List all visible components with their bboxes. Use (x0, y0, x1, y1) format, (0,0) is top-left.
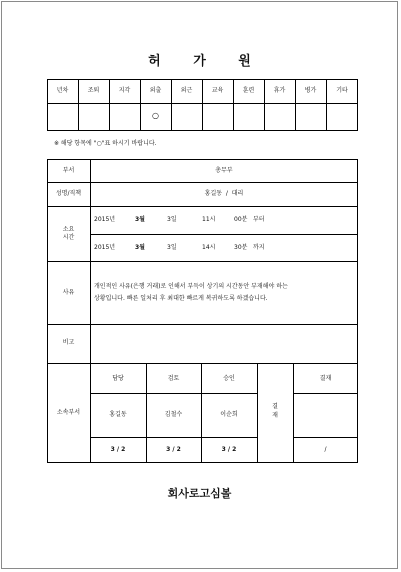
date-approval: 3 / 2 (221, 446, 237, 453)
company-logo-text: 회사로고심볼 (167, 487, 232, 500)
instruction-note: ※ 해당 항목에 "○"표 하시기 바랍니다. (54, 140, 157, 147)
reason-line-2: 상황입니다. 빠른 일처리 후 최대한 빠르게 복귀하도록 하겠습니다. (94, 295, 268, 302)
category-other: 기타 (336, 87, 348, 94)
category-sick-leave: 병가 (304, 87, 317, 94)
signer-in-charge: 홍길동 (109, 411, 127, 418)
signer-approval: 이순희 (220, 411, 238, 418)
start-year: 2015년 (94, 216, 116, 223)
end-minute: 30분 (234, 244, 248, 251)
category-early-leave: 조퇴 (87, 87, 100, 94)
page-title: 허 가 원 (148, 54, 265, 69)
end-day: 3일 (167, 244, 177, 251)
start-month: 3월 (135, 216, 145, 223)
start-hour: 11시 (202, 216, 216, 223)
signer-review: 김철수 (164, 411, 183, 418)
start-day: 3일 (167, 216, 177, 223)
period-label-line2: 시간 (62, 234, 75, 241)
end-hour: 14시 (202, 244, 216, 251)
category-annual-leave: 년차 (56, 87, 69, 94)
affiliation-label: 소속부서 (56, 409, 81, 416)
start-suffix: 부터 (253, 216, 265, 223)
gyeoljae-header: 결재 (319, 375, 332, 382)
end-suffix: 까지 (253, 244, 265, 251)
reason-label: 사유 (62, 289, 75, 296)
dept-label: 부서 (62, 167, 75, 174)
role-review: 검토 (167, 375, 180, 382)
gyeoljae-vertical-top: 결 (272, 403, 278, 410)
category-outing: 외출 (149, 87, 162, 94)
name-value: 홍길동 / 대리 (204, 190, 244, 197)
category-training: 훈련 (242, 87, 255, 94)
date-in-charge: 3 / 2 (110, 446, 126, 453)
role-in-charge: 담당 (112, 375, 124, 382)
selected-mark: ○ (152, 111, 159, 120)
remarks-label: 비고 (62, 339, 75, 346)
category-field-work: 외근 (180, 87, 193, 94)
document-page (1, 1, 398, 569)
name-label: 성명/직책 (55, 190, 82, 197)
dept-value: 총무부 (215, 167, 233, 174)
date-review: 3 / 2 (166, 446, 181, 453)
category-late: 지각 (118, 87, 131, 94)
end-year: 2015년 (94, 244, 116, 251)
role-approval: 승인 (223, 375, 235, 382)
end-month: 3월 (135, 244, 145, 251)
category-education: 교육 (211, 87, 224, 94)
gyeoljae-vertical-bottom: 재 (272, 412, 278, 419)
start-minute: 00분 (234, 216, 248, 223)
gyeoljae-date: / (324, 446, 327, 453)
period-label-line1: 소요 (62, 226, 75, 233)
category-vacation: 휴가 (273, 87, 286, 94)
reason-line-1: 개인적인 사유(은행 거래)로 인해서 부득이 상기의 시간동안 부재해야 하는 (94, 283, 288, 290)
